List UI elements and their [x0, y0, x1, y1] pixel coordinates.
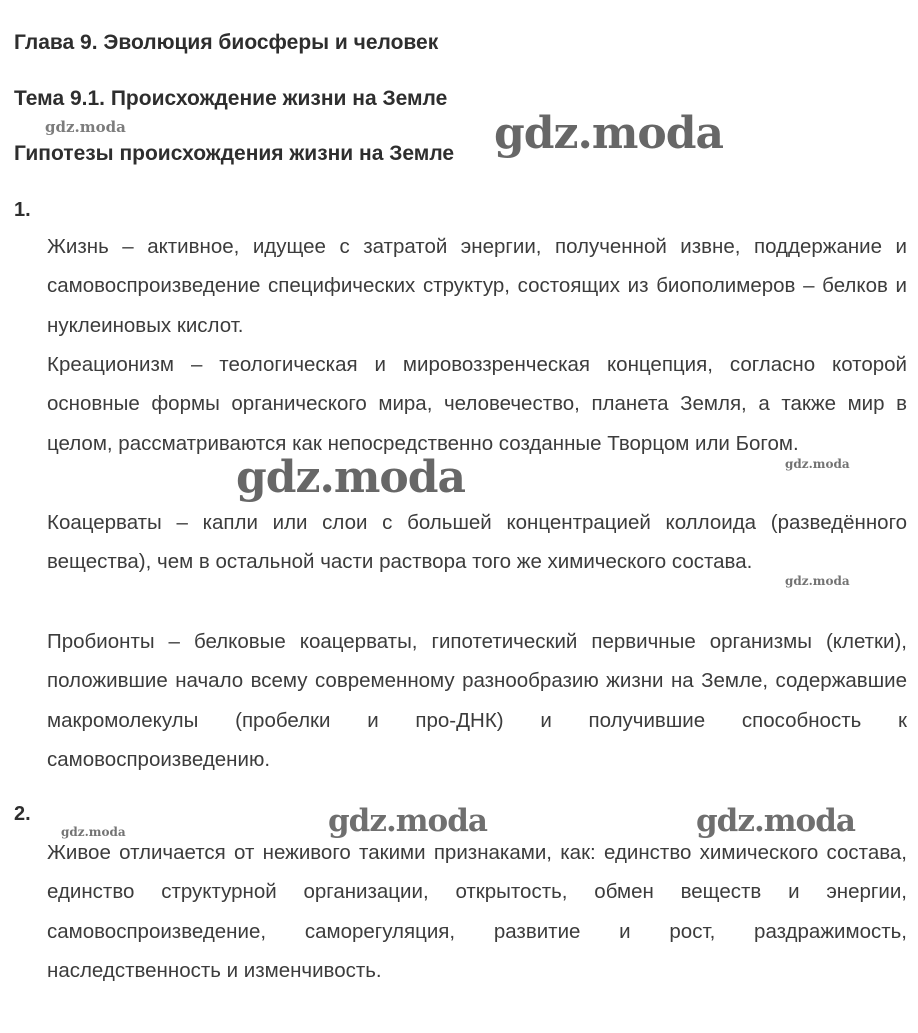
watermark-logo: gdz.moda — [696, 803, 855, 839]
watermark-logo: gdz.moda — [61, 825, 126, 839]
topic-title: Тема 9.1. Происхождение жизни на Земле — [14, 87, 448, 110]
watermark-logo: gdz.moda — [494, 108, 724, 159]
answer-1-paragraph-coacervates: Коацерваты – капли или слои с большей концентрацией коллоида (разведённого вещества), чем в остальной части раствора того же химического состава. — [47, 511, 907, 574]
watermark-logo: gdz.moda — [328, 803, 487, 839]
chapter-title: Глава 9. Эволюция биосферы и человек — [14, 31, 439, 54]
watermark-logo: gdz.moda — [236, 452, 466, 503]
answer-2-paragraph: Живое отличается от неживого такими признаками, как: единство химического состава, единство структурной организации, открытость, обмен веществ и энергии, самовоспроизведение, саморегуляция, развитие и рост, раздражимость, наследственность и изменчивость. — [47, 841, 907, 982]
answer-number-2: 2. — [14, 803, 31, 825]
watermark-logo: gdz.moda — [785, 457, 850, 471]
subtopic-title: Гипотезы происхождения жизни на Земле — [14, 142, 455, 165]
watermark-logo: gdz.moda — [45, 118, 126, 136]
answer-1-paragraph-probionts: Пробионты – белковые коацерваты, гипотетический первичные организмы (клетки), положившие начало всему современному разнообразию жизни на Земле, содержавшие макромолекулы (пробелки и про-ДНК) и получившие способность к самовоспроизведению. — [47, 630, 907, 771]
answer-number-1: 1. — [14, 199, 31, 221]
watermark-logo: gdz.moda — [785, 574, 850, 588]
answer-1-paragraph-creationism: Креационизм – теологическая и мировоззренческая концепция, согласно которой основные формы органического мира, человечество, планета Земля, а также мир в целом, рассматриваются как непосредственно созданные Творцом или Богом. — [47, 353, 907, 455]
answer-1-paragraph-life: Жизнь – активное, идущее с затратой энергии, полученной извне, поддержание и самовоспроизведение специфических структур, состоящих из биополимеров – белков и нуклеиновых кислот. — [47, 235, 907, 337]
